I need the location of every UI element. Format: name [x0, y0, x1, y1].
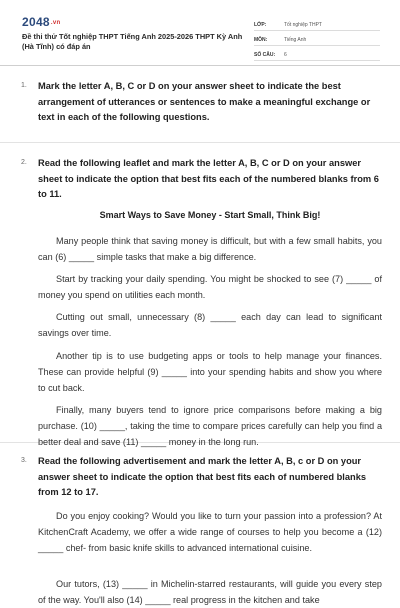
- paragraph-text: Many people think that saving money is difficult, but with a few small habits, you can (6) _____ simple tasks that make a big difference.: [38, 236, 382, 262]
- question-number: 1.: [21, 82, 27, 89]
- passage-paragraph: [38, 348, 382, 396]
- meta-row-count: [254, 46, 380, 61]
- passage-paragraph: [38, 508, 382, 556]
- question-text: Read the following advertisement and mark the letter A, B, c or D on your answer sheet to indicate the option that best fits each of numbered blanks from 12 to 17.: [38, 456, 367, 497]
- question-list: [0, 66, 400, 603]
- meta-row-class: [254, 16, 380, 31]
- question-item: [0, 66, 400, 143]
- exam-meta: [254, 16, 380, 61]
- site-logo[interactable]: [22, 15, 60, 29]
- paragraph-text: Cutting out small, unnecessary (8) _____ each day can lead to significant savings over time.: [38, 312, 382, 338]
- passage-title: Smart Ways to Save Money - Start Small, Think Big!: [99, 210, 321, 220]
- passage-paragraph: [38, 576, 382, 608]
- question-text: Mark the letter A, B, C or D on your answer sheet to indicate the best arrangement of utterances or sentences to make a meaningful exchange or text in each of the following questions.: [38, 81, 371, 122]
- question-number: 3.: [21, 457, 27, 464]
- meta-row-subject: [254, 31, 380, 46]
- passage-paragraph: [38, 309, 382, 341]
- meta-value: Tốt nghiệp THPT: [284, 22, 322, 28]
- meta-label: LỚP:: [254, 22, 267, 28]
- passage-paragraph: [38, 233, 382, 265]
- question-item: [0, 443, 400, 603]
- question-item: [0, 143, 400, 447]
- question-number: 2.: [21, 159, 27, 166]
- meta-label: MÔN:: [254, 37, 268, 43]
- paragraph-text: Our tutors, (13) _____ in Michelin-starred restaurants, will guide you every step of the way. You'll also (14) _____ real progress in the kitchen and take: [38, 579, 382, 605]
- passage-paragraph: [38, 271, 382, 303]
- page-header: [0, 0, 400, 66]
- logo-text: 2048: [22, 15, 50, 29]
- meta-label: SỐ CÂU:: [254, 52, 276, 58]
- meta-value: 6: [284, 52, 287, 58]
- question-text: Read the following leaflet and mark the letter A, B, C or D on your answer sheet to indicate the option that best fits each of the numbered blanks from 6 to 11.: [38, 158, 379, 199]
- logo-suffix: .vn: [50, 19, 61, 26]
- paragraph-text: Finally, many buyers tend to ignore price comparisons before making a big purchase. (10) _____, taking the time to compare prices carefully can help you find a better deal and save (11) _____ money in the long run.: [38, 405, 382, 447]
- exam-title: Đề thi thử Tốt nghiệp THPT Tiếng Anh 2025-2026 THPT Kỳ Anh (Hà Tĩnh) có đáp án: [22, 32, 243, 51]
- paragraph-text: Do you enjoy cooking? Would you like to turn your passion into a profession? At KitchenCraft Academy, we offer a wide range of courses to help you become a (12) _____ chef- from basic knife skills to advanced international cuisine.: [38, 511, 382, 553]
- meta-value: Tiếng Anh: [284, 37, 307, 43]
- paragraph-text: Another tip is to use budgeting apps or tools to help manage your finances. These can provide helpful (9) _____ into your spending habits and show you where to cut back.: [38, 351, 382, 393]
- paragraph-text: Start by tracking your daily spending. You might be shocked to see (7) _____ of money you spend on utilities each month.: [38, 274, 382, 300]
